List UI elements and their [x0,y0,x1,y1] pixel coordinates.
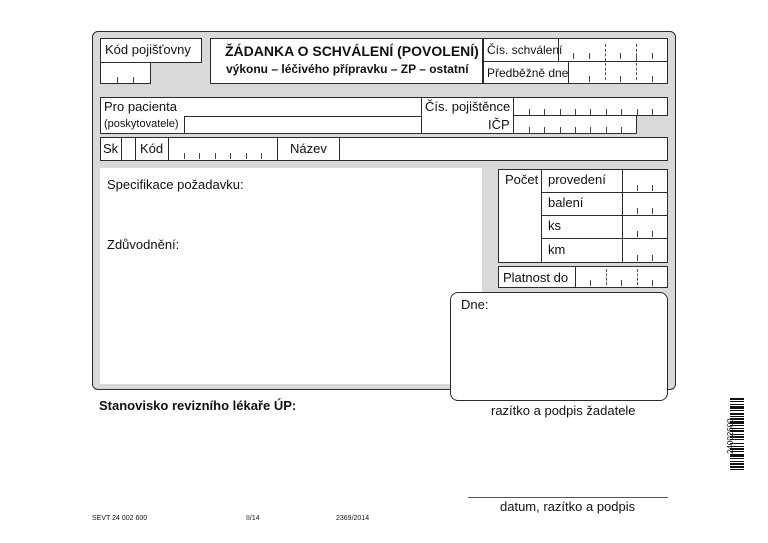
tick [652,53,653,59]
barcode-bar [730,404,744,405]
barcode-bar [730,413,744,415]
validity-label: Platnost do [503,270,569,285]
tick [652,208,653,214]
tick [589,53,590,59]
tick [215,153,216,159]
form-subtitle: výkonu – léčivého přípravku – ZP – ostatní [226,62,469,76]
tick [637,255,638,261]
code-row-divider [135,137,136,161]
sk-field[interactable] [122,138,134,160]
code-label: Kód [140,141,164,156]
tick [184,153,185,159]
unit-packages: balení [548,195,584,210]
barcode-bar [730,410,744,411]
tick [590,127,591,133]
barcode-bar [730,406,744,409]
barcode-bar [730,469,744,470]
tick [589,76,590,82]
provider-field[interactable] [185,117,421,133]
count-divider [541,169,542,263]
code-row-divider [277,137,278,161]
tick [652,280,653,286]
tick [637,109,638,115]
edition: II/14 [246,515,260,522]
registration-number: 2369/2014 [336,515,370,522]
tick [529,127,530,133]
dashed-separator [605,44,606,80]
patient-name-field[interactable] [185,98,421,115]
tick [652,255,653,261]
tick [652,185,653,191]
count-performed-field[interactable] [623,170,667,191]
barcode-bar [730,458,744,459]
barcode-bar [730,398,744,400]
insurer-code-field[interactable] [100,62,151,84]
review-label: Stanovisko revizního lékaře ÚP: [99,398,297,413]
count-pieces-field[interactable] [623,216,667,237]
tick [544,127,545,133]
sk-label: Sk [103,141,119,156]
barcode-bar [730,401,744,402]
tick [246,153,247,159]
form-code: SEVT 24 002 600 [92,515,148,522]
code-field[interactable] [169,138,276,160]
tick [133,77,134,83]
signature-label: datum, razítko a podpis [500,499,636,514]
tick [621,127,622,133]
name-label: Název [290,141,327,156]
tick [621,109,622,115]
justification-label: Zdůvodnění: [107,237,180,252]
insurer-code-label: Kód pojišťovny [105,42,191,57]
tick [529,109,530,115]
tick [575,109,576,115]
tick [652,109,653,115]
tick [652,231,653,237]
dashed-separator [606,269,607,285]
tick [606,127,607,133]
barcode [730,398,744,510]
specification-label: Specifikace požadavku: [107,177,244,192]
tick [620,76,621,82]
signature-line [468,497,668,498]
count-km-field[interactable] [623,239,667,262]
tick [637,231,638,237]
tick [261,153,262,159]
tick [590,280,591,286]
preliminary-label: Předběžně dne [487,66,569,80]
tick [560,109,561,115]
insured-no-label: Čís. pojištěnce [425,99,511,114]
barcode-number: 24002600 [726,418,735,454]
barcode-bar [730,463,744,465]
for-patient-label: Pro pacienta [104,99,177,114]
review-area[interactable] [99,416,459,496]
tick [652,76,653,82]
barcode-bar [730,461,744,462]
icp-label: IČP [488,117,510,132]
unit-km: km [548,242,566,257]
unit-pieces: ks [548,218,561,233]
tick [199,153,200,159]
barcode-bar [730,466,744,468]
provider-label: (poskytovatele) [104,118,179,130]
tick [637,208,638,214]
date-label: Dne: [461,297,489,312]
unit-performed: provedení [548,172,606,187]
tick [620,53,621,59]
approval-no-label: Čís. schválení [487,43,563,57]
barcode-bar [730,416,744,417]
stamp-label: razítko a podpis žadatele [491,403,636,418]
approval-no-field[interactable] [559,39,667,60]
request-area[interactable] [100,168,482,384]
barcode-bar [730,454,744,457]
tick [606,109,607,115]
tick [590,109,591,115]
tick [637,185,638,191]
dashed-separator [636,44,637,80]
tick [621,280,622,286]
tick [575,127,576,133]
tick [544,109,545,115]
tick [230,153,231,159]
tick [560,127,561,133]
tick [117,77,118,83]
name-field[interactable] [340,138,667,160]
tick [573,53,574,59]
dashed-separator [637,269,638,285]
count-label: Počet [505,172,539,187]
count-packages-field[interactable] [623,193,667,214]
form-title: ŽÁDANKA O SCHVÁLENÍ (POVOLENÍ) [225,43,479,59]
